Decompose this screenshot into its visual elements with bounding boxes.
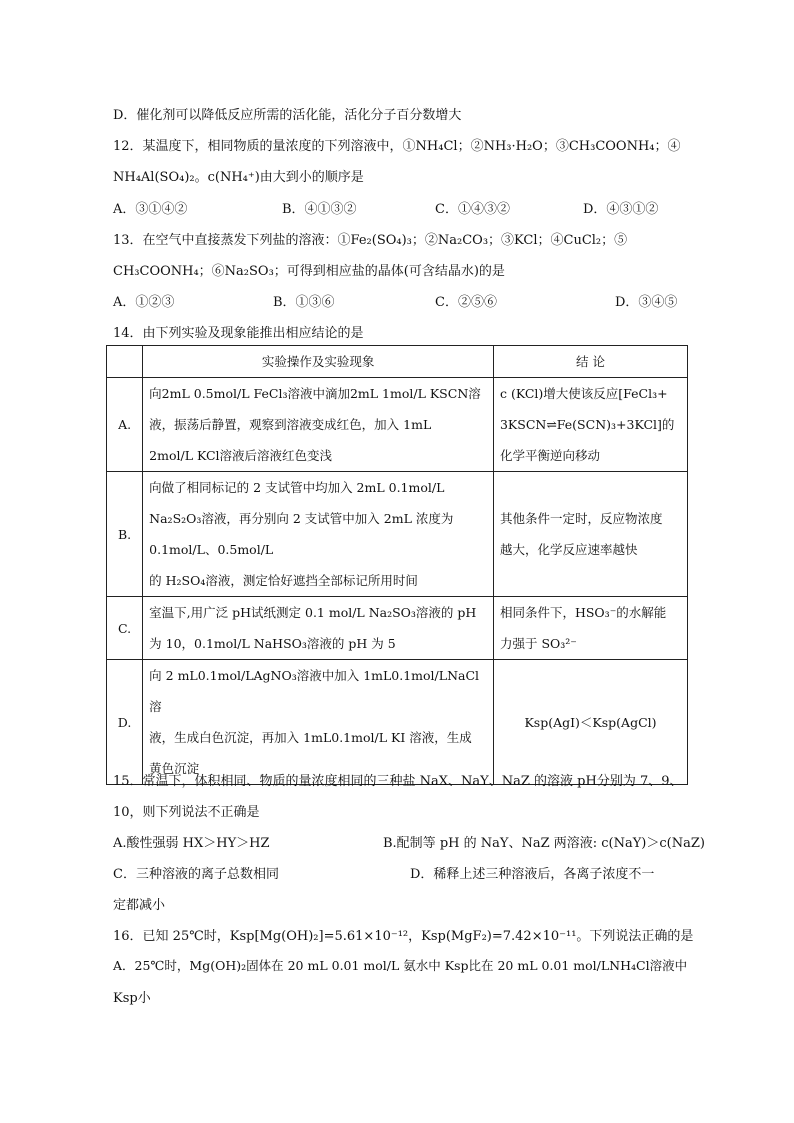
conclusion-line: 越大，化学反应速率越快 — [499, 542, 638, 557]
conclusion-line: 其他条件一定时，反应物浓度 — [499, 511, 663, 526]
operation-line: 向 2 mL0.1mol/LAgNO₃溶液中加入 1mL0.1mol/LNaCl 溶 — [149, 668, 480, 714]
q15-option-a: A.酸性强弱 HX＞HY＞HZ — [113, 836, 270, 851]
row-conclusion — [493, 472, 687, 597]
experiment-table — [106, 345, 688, 785]
q12-stem-line1: 12．某温度下，相同物质的量浓度的下列溶液中，①NH₄Cl；②NH₃·H₂O；③CH₃COONH₄；④ — [113, 139, 681, 154]
q13-option-b: B．①③⑥ — [273, 295, 335, 310]
q15-stem-line2: 10，则下列说法不正确是 — [113, 805, 260, 820]
row-label: A. — [107, 378, 143, 472]
q12-option-b: B．④①③② — [282, 202, 357, 217]
q12-option-d: D．④③①② — [583, 202, 659, 217]
operation-line: Na₂S₂O₃溶液，再分别向 2 支试管中加入 2mL 浓度为 — [149, 511, 454, 526]
row-label: B. — [107, 472, 143, 597]
operation-line: 0.1mol/L、0.5mol/L — [149, 542, 274, 557]
conclusion-line: 力强于 SO₃²⁻ — [499, 636, 577, 651]
row-label: D. — [107, 660, 143, 785]
q15-option-d-line1: D．稀释上述三种溶液后，各离子浓度不一 — [410, 867, 655, 882]
operation-line: 为 10，0.1mol/L NaHSO₃溶液的 pH 为 5 — [149, 636, 396, 651]
operation-line: 向2mL 0.5mol/L FeCl₃溶液中滴加2mL 1mol/L KSCN溶 — [149, 386, 481, 401]
operation-line: 2mol/L KCl溶液后溶液红色变浅 — [149, 448, 333, 463]
conclusion-line: 3KSCN⇌Fe(SCN)₃+3KCl]的 — [499, 417, 675, 432]
header-blank-cell — [107, 346, 143, 378]
row-label: C. — [107, 597, 143, 660]
q16-option-a-line2: Ksp小 — [113, 991, 151, 1006]
operation-line: 向做了相同标记的 2 支试管中均加入 2mL 0.1mol/L — [149, 480, 445, 495]
q11-option-d: D．催化剂可以降低反应所需的活化能，活化分子百分数增大 — [113, 108, 462, 123]
operation-line: 黄色沉淀 — [149, 761, 200, 776]
table-row-d — [107, 660, 688, 785]
operation-line: 液，生成白色沉淀，再加入 1mL0.1mol/L KI 溶液，生成 — [149, 730, 472, 745]
header-operation: 实验操作及实验现象 — [143, 346, 494, 378]
q16-stem: 16．已知 25℃时，Ksp[Mg(OH)₂]=5.61×10⁻¹²，Ksp(MgF₂)=7.42×10⁻¹¹。下列说法正确的是 — [113, 929, 694, 944]
row-operation — [143, 660, 494, 785]
q13-option-a: A．①②③ — [113, 295, 175, 310]
row-operation — [143, 472, 494, 597]
conclusion-line: c (KCl)增大使该反应[FeCl₃+ — [499, 386, 668, 401]
row-operation — [143, 597, 494, 660]
row-conclusion — [493, 660, 687, 785]
q15-stem-line1: 15．常温下，体积相同、物质的量浓度相同的三种盐 NaX、NaY、NaZ 的溶液 pH分别为 7、9、 — [113, 774, 683, 789]
operation-line: 的 H₂SO₄溶液，测定恰好遮挡全部标记所用时间 — [149, 573, 418, 588]
q12-option-a: A．③①④② — [113, 202, 188, 217]
operation-line: 室温下,用广泛 pH试纸测定 0.1 mol/L Na₂SO₃溶液的 pH — [149, 605, 477, 620]
q15-option-c: C．三种溶液的离子总数相同 — [113, 867, 279, 882]
row-conclusion — [493, 597, 687, 660]
q15-option-b: B.配制等 pH 的 NaY、NaZ 两溶液: c(NaY)＞c(NaZ) — [383, 836, 705, 851]
q13-stem-line2: CH₃COONH₄；⑥Na₂SO₃；可得到相应盐的晶体(可含结晶水)的是 — [113, 264, 505, 279]
q13-option-c: C．②⑤⑥ — [435, 295, 497, 310]
q12-stem-line2: NH₄Al(SO₄)₂。c(NH₄⁺)由大到小的顺序是 — [113, 170, 364, 185]
q13-stem-line1: 13．在空气中直接蒸发下列盐的溶液：①Fe₂(SO₄)₃；②Na₂CO₃；③KCl；④CuCl₂；⑤ — [113, 233, 628, 248]
conclusion-line: Ksp(AgI)＜Ksp(AgCl) — [524, 714, 657, 730]
q15-option-d-line2: 定都减小 — [113, 898, 166, 913]
header-conclusion: 结 论 — [493, 346, 687, 378]
row-operation — [143, 378, 494, 472]
table-row-a — [107, 378, 688, 472]
q14-stem: 14．由下列实验及现象能推出相应结论的是 — [113, 326, 364, 341]
table-row-b — [107, 472, 688, 597]
table-row-c — [107, 597, 688, 660]
row-conclusion — [493, 378, 687, 472]
table-header-row — [107, 346, 688, 378]
q13-option-d: D．③④⑤ — [615, 295, 678, 310]
conclusion-line: 相同条件下，HSO₃⁻的水解能 — [499, 605, 667, 620]
q16-option-a-line1: A．25℃时，Mg(OH)₂固体在 20 mL 0.01 mol/L 氨水中 Ksp比在 20 mL 0.01 mol/LNH₄Cl溶液中 — [113, 958, 688, 973]
q12-option-c: C．①④③② — [435, 202, 510, 217]
conclusion-line: 化学平衡逆向移动 — [499, 448, 600, 463]
operation-line: 液，振荡后静置，观察到溶液变成红色，加入 1mL — [149, 417, 432, 432]
